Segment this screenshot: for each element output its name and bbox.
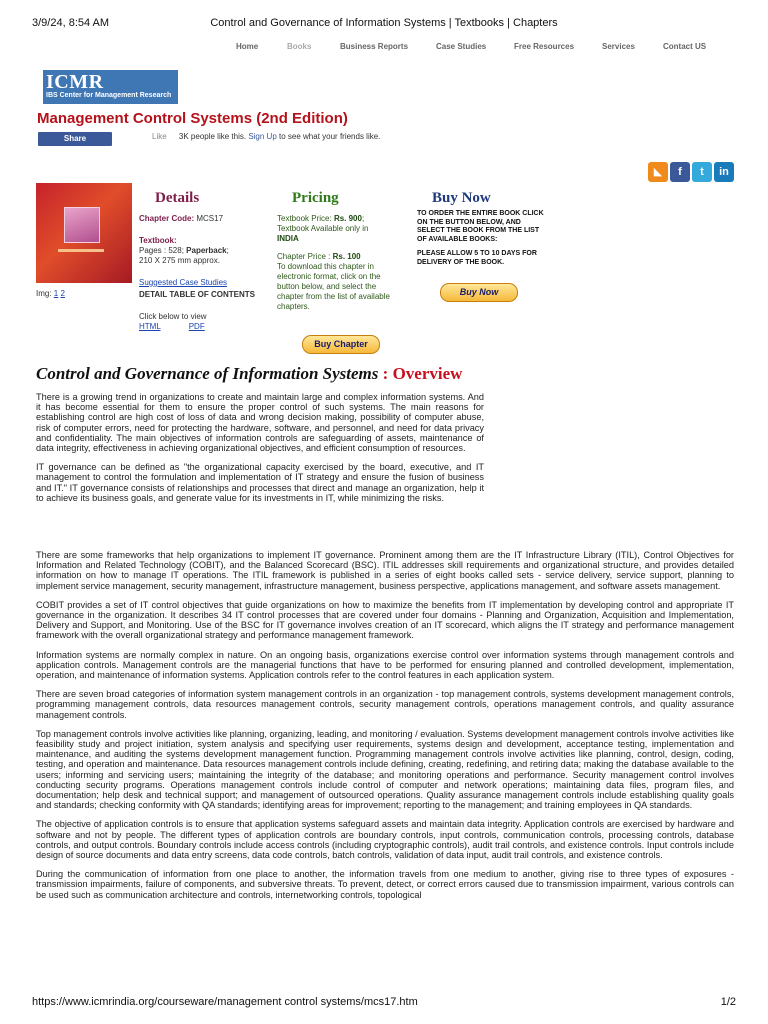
like-count-text: 3K people like this.: [178, 132, 247, 141]
pdf-link[interactable]: PDF: [188, 322, 205, 331]
buy-now-button[interactable]: Buy Now: [440, 283, 518, 302]
nav-free-resources[interactable]: Free Resources: [514, 42, 575, 51]
signup-link[interactable]: Sign Up: [248, 132, 277, 141]
img-label: Img:: [36, 289, 52, 298]
buy-now-column: [417, 210, 547, 267]
buy-now-heading: Buy Now: [432, 190, 491, 206]
twitter-icon[interactable]: t: [692, 162, 712, 182]
size-text: 210 X 275 mm approx.: [139, 256, 220, 265]
buy-chapter-button[interactable]: Buy Chapter: [302, 335, 380, 354]
logo-full-name: IBS Center for Management Research: [46, 92, 172, 99]
body-paragraph: COBIT provides a set of IT control objectives that guide organizations on how to maximize the benefits from IT implementation by developing control and appropriate IT governance in the organization. It describes 34 IT control processes that are covered under four domains - Planning and Organization, Acquisition and Implementation, Delivery and Support, and Monitoring. Use of the BSC for IT governance involves creation of an IT scorecard, which aligns the IT strategy and performance management framework with the overall organizational strategy and performance management framework.: [36, 599, 734, 641]
chapter-price-label: Chapter Price :: [277, 252, 331, 261]
pages-text: Pages : 528;: [139, 246, 184, 255]
textbook-label: Textbook:: [139, 236, 177, 245]
nav-books[interactable]: Books: [287, 42, 312, 51]
html-link[interactable]: HTML: [139, 322, 161, 331]
nav-home[interactable]: Home: [236, 42, 259, 51]
linkedin-icon[interactable]: in: [714, 162, 734, 182]
binding: Paperback: [186, 246, 227, 255]
body-paragraph: Information systems are normally complex in nature. On an ongoing basis, organizations exercise control over information systems through management controls and application controls. Management controls are the managerial functions that have to be performed for ensuring planned and controlled development, implementation, operation, and maintenance of information systems. Application controls refer to the control features in each application system.: [36, 649, 734, 681]
print-footer: [32, 996, 736, 1010]
print-datetime: 3/9/24, 8:54 AM: [32, 17, 110, 29]
facebook-like-button[interactable]: Like: [152, 132, 167, 141]
chapter-code: MCS17: [196, 214, 224, 223]
available-country: INDIA: [277, 234, 299, 243]
icmr-logo[interactable]: [43, 70, 178, 104]
img-link-1[interactable]: 1: [53, 289, 59, 298]
overview-body: [36, 550, 734, 988]
suggested-case-studies-link[interactable]: Suggested Case Studies: [139, 278, 228, 287]
textbook-price-label: Textbook Price:: [277, 214, 332, 223]
print-page-title: Control and Governance of Information Systems | Textbooks | Chapters: [210, 17, 558, 29]
print-header: [32, 17, 736, 31]
chapter-code-label: Chapter Code:: [139, 214, 195, 223]
details-column: Chapter Code: MCS17 Textbook: Pages : 528; Paperback; 210 X 275 mm approx. Suggested Case Studies DETAIL TABLE OF CONTENTS Click below to view HTML PDF: [139, 214, 269, 332]
rss-icon[interactable]: ◣: [648, 162, 668, 182]
available-text: Textbook Available only in: [277, 224, 369, 233]
nav-case-studies[interactable]: Case Studies: [436, 42, 487, 51]
order-instructions: TO ORDER THE ENTIRE BOOK CLICK ON THE BUTTON BELOW, AND SELECT THE BOOK FROM THE LIST OF AVAILABLE BOOKS:: [417, 210, 544, 243]
toc-label: DETAIL TABLE OF CONTENTS: [139, 290, 255, 299]
cover-stripe: [58, 249, 104, 252]
body-paragraph: The objective of application controls is to ensure that application systems safeguard assets and maintain data integrity. Application controls are exercised by hardware and software and not by people. The different types of application controls are boundary controls, input controls, communication controls, processing controls, database controls, and output controls. Boundary controls include access controls (including cryptographic controls), audit trail controls, and existence controls. Input controls include design of source documents and data entry screens, data code controls, batch controls, validation of data input, audit trail controls, and existence controls.: [36, 819, 734, 861]
nav-services[interactable]: Services: [602, 42, 635, 51]
book-cover-image[interactable]: [36, 183, 132, 283]
chapter-title: Control and Governance of Information Systems: [36, 364, 379, 383]
body-paragraph: Top management controls involve activities like planning, organizing, leading, and monitoring / evaluation. Systems development management controls involve activities like feasibility study and project initiation, system analysis and specifying user requirements, systems design and development, acceptance testing, implementation and maintenance, and auditing the systems development management function. Programming management controls involve activities like planning, control, design, coding, testing, and operation and maintenance. Data resources management controls include defining, creating, redefining, and retiring data; making the database available to the users; informing and servicing users; maintaining the integrity of the database; and monitoring operations and performance. Security management control involves conducting security programs. Operations management controls include control of computer and network operations; maintaining data files, program files, and documentation; help desk and technical support; and management of outsourced operations. Quality assurance management controls include establishing quality goals and standards; checking conformity with QA standards; identifying areas for improvement; reporting to the management; and training employees in QA standards.: [36, 728, 734, 811]
textbook-price: Rs. 900: [333, 214, 362, 223]
intro-text: [36, 392, 484, 512]
intro-paragraph: IT governance can be defined as "the organizational capacity exercised by the board, executive, and IT management to control the formulation and implementation of IT strategy and ensure the fusion of business and IT." IT governance consists of relationships and processes that direct and manage an organization, help it to achieve its business goals, and generate value for its investments in IT, while minimizing the risks.: [36, 462, 484, 503]
logo-acronym: ICMR: [46, 71, 104, 93]
click-below-text: Click below to view: [139, 312, 207, 321]
book-title: Management Control Systems (2nd Edition): [37, 110, 348, 127]
download-text: To download this chapter in electronic format, click on the button below, and select the chapter from the list of available chapters.: [277, 262, 390, 311]
overview-label: : Overview: [382, 364, 463, 383]
delivery-note: PLEASE ALLOW 5 TO 10 DAYS FOR DELIVERY OF THE BOOK.: [417, 250, 537, 266]
image-links: [36, 289, 65, 298]
intro-paragraph: There is a growing trend in organizations to create and maintain large and complex information systems. And it has become essential for them to ensure the proper control of such systems. The main reasons for establishing control are high cost of loss of data and wrong decision making, possibility of computer abuse, risk of computer errors, need for protecting the hardware, software, and personnel, and need for data privacy and confidentiality. The main objectives of information controls are safeguarding of assets, maintenance of data integrity, effectiveness in achieving organizational objectives, and efficient consumption of resources.: [36, 392, 484, 454]
body-paragraph: During the communication of information from one place to another, the information travels from one medium to another, giving rise to three types of exposures - transmission impairments, failure of components, and subversive threats. To prevent, detect, or correct errors caused due to transmission impairment, various controls can be used such as communication architecture and controls, internetworking controls, topological: [36, 869, 734, 900]
body-paragraph: There are seven broad categories of information system management controls in an organization - top management controls, systems development management controls, programming management controls, data resources management controls, security management controls, operations management controls, and quality assurance management controls.: [36, 689, 734, 720]
pricing-column: Textbook Price: Rs. 900; Textbook Available only in INDIA Chapter Price : Rs. 100 To download this chapter in electronic format, click on the button below, and select the chapter from the list of available chapters.: [277, 214, 393, 312]
chapter-price: Rs. 100: [332, 252, 361, 261]
nav-contact-us[interactable]: Contact US: [663, 42, 707, 51]
body-paragraph: There are some frameworks that help organizations to implement IT governance. Prominent among them are the IT Infrastructure Library (ITIL), Control Objectives for Information and Related Technology (COBIT), and the Balanced Scorecard (BSC). ITIL addresses skill requirements and organizational structure, and provides detailed information on how to manage IT operations. The ITIL framework is published in a series of eight books called sets - service delivery, service support, planning to implement service management, security management, infrastructure management, business perspective, applications management, and software assets management.: [36, 550, 734, 591]
cover-inset-graphic: [64, 207, 100, 243]
img-link-2[interactable]: 2: [60, 289, 65, 298]
facebook-share-button[interactable]: Share: [38, 132, 112, 146]
signup-suffix: to see what your friends like.: [279, 132, 381, 141]
facebook-like-line: [152, 132, 380, 141]
print-url: https://www.icmrindia.org/courseware/management control systems/mcs17.htm: [32, 996, 418, 1008]
nav-business-reports[interactable]: Business Reports: [340, 42, 409, 51]
details-heading: Details: [155, 190, 200, 206]
print-page-number: 1/2: [720, 996, 736, 1008]
facebook-icon[interactable]: f: [670, 162, 690, 182]
pricing-heading: Pricing: [292, 190, 339, 206]
chapter-heading: [36, 364, 462, 384]
